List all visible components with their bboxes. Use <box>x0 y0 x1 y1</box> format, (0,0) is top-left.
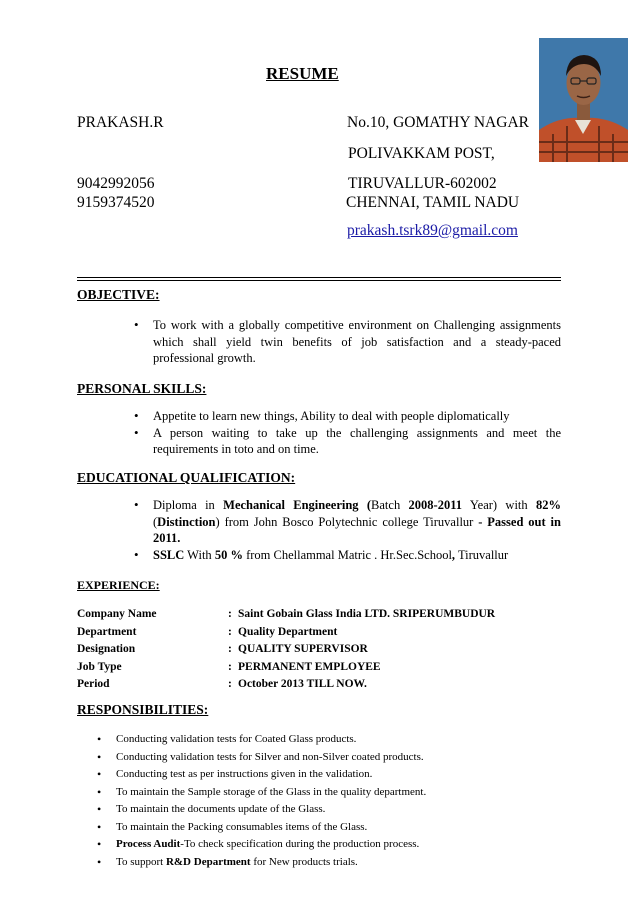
list-item: • To work with a globally competitive environment on Challenging assignments which shall yield twin benefits of job satisfaction and a steady-paced professional growth. <box>134 317 561 367</box>
email-link[interactable]: prakash.tsrk89@gmail.com <box>347 222 518 239</box>
experience-row: Company Name : Saint Gobain Glass India LTD. SRIPERUMBUDUR <box>77 608 496 620</box>
list-item: • Conducting validation tests for Silver and non-Silver coated products. <box>97 749 567 767</box>
list-item: • To maintain the Sample storage of the Glass in the quality department. <box>97 784 567 802</box>
list-item: • Process Audit-To check specification during the production process. <box>97 836 567 854</box>
address-line: TIRUVALLUR-602002 <box>348 175 497 192</box>
address-line: CHENNAI, TAMIL NADU <box>346 194 520 211</box>
experience-row: Period : October 2013 TILL NOW. <box>77 678 367 690</box>
list-item: • To support R&D Department for New products trials. <box>97 854 567 872</box>
section-heading-objective: OBJECTIVE: <box>77 287 160 302</box>
divider <box>77 280 561 281</box>
education-list <box>134 497 561 563</box>
experience-row: Department : Quality Department <box>77 625 338 638</box>
list-item: • To maintain the documents update of the Glass. <box>97 801 567 819</box>
divider <box>77 277 561 278</box>
address-line: POLIVAKKAM POST, <box>348 145 495 162</box>
responsibilities-list <box>97 731 567 871</box>
section-heading-experience: EXPERIENCE: <box>77 578 160 592</box>
list-item: • A person waiting to take up the challenging assignments and meet the requirements in toto and on time. <box>134 425 561 458</box>
page-title: RESUME <box>266 64 339 83</box>
profile-photo <box>539 38 628 162</box>
candidate-name: PRAKASH.R <box>77 114 164 131</box>
list-item-sslc: • SSLC With 50 % from Chellammal Matric . Hr.Sec.School, Tiruvallur <box>134 547 561 564</box>
list-item: • Conducting validation tests for Coated Glass products. <box>97 731 567 749</box>
experience-row: Job Type : PERMANENT EMPLOYEE <box>77 660 381 673</box>
list-item: • Appetite to learn new things, Ability to deal with people diplomatically <box>134 408 561 425</box>
skills-list <box>134 408 561 458</box>
list-item: • Conducting test as per instructions given in the validation. <box>97 766 567 784</box>
address-line: No.10, GOMATHY NAGAR <box>347 114 529 131</box>
section-heading-responsibilities: RESPONSIBILITIES: <box>77 702 209 717</box>
experience-row: Designation : QUALITY SUPERVISOR <box>77 643 368 655</box>
section-heading-education: EDUCATIONAL QUALIFICATION: <box>77 470 296 485</box>
objective-list <box>134 317 561 367</box>
phone-number: 9042992056 <box>77 175 155 192</box>
list-item-diploma: • Diploma in Mechanical Engineering (Batch 2008-2011 Year) with 82% (Distinction) from John Bosco Polytechnic college Tiruvallur - Passed out in 2011. <box>134 497 561 547</box>
phone-number: 9159374520 <box>77 194 155 211</box>
list-item: • To maintain the Packing consumables items of the Glass. <box>97 819 567 837</box>
section-heading-skills: PERSONAL SKILLS: <box>77 381 207 396</box>
experience-table <box>77 606 495 694</box>
